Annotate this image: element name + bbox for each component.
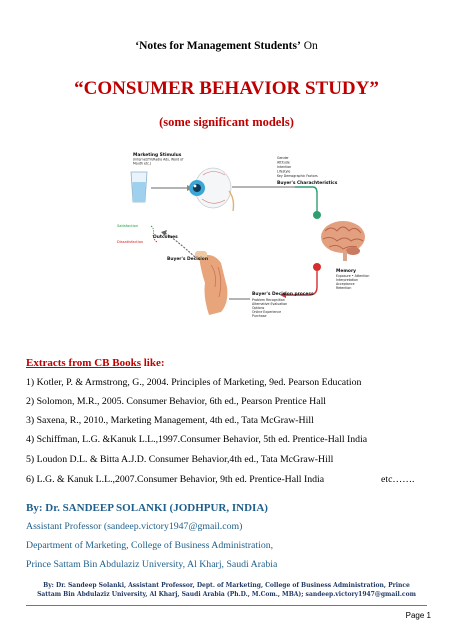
footer-line-1: By: Dr. Sandeep Solanki, Assistant Professor, Dept. of Marketing, College of Business Administration, Prince	[43, 582, 410, 589]
label-decision-process: Buyer's Decision process	[252, 292, 314, 297]
red-node	[313, 263, 321, 271]
svg-text:Exposure • Attention: Exposure • Attention	[336, 274, 370, 278]
label-marketing-stimulus: Marketing Stimulus	[133, 153, 182, 158]
svg-text:Gender: Gender	[277, 156, 289, 160]
author-line: Prince Sattam Bin Abdulaziz University, Al Kharj, Saudi Arabia	[26, 559, 278, 570]
consumer-behavior-diagram	[117, 147, 375, 332]
page-subtitle: (some significant models)	[159, 115, 294, 129]
svg-text:Attitude: Attitude	[277, 160, 290, 165]
label-buyer-characteristics: Buyer's Charachteristics	[277, 181, 338, 186]
author-heading: By: Dr. SANDEEP SOLANKI (JODHPUR, INDIA)	[26, 502, 268, 514]
label-dissatisfaction: Dissatisfaction	[117, 240, 144, 244]
label-outcomes: Outcomes	[153, 235, 178, 240]
author-line: Department of Marketing, College of Business Administration,	[26, 540, 274, 551]
svg-text:Options: Options	[252, 306, 265, 310]
notes-line	[0, 40, 453, 52]
book-item: 5) Loudon D.L. & Bitta A.J.D. Consumer Behavior,4th ed., Tata McGraw-Hill	[26, 454, 334, 465]
svg-text:Purchase: Purchase	[252, 314, 267, 318]
extracts-heading: Extracts from CB Books like:	[26, 357, 165, 369]
svg-text:Online Experience: Online Experience	[252, 310, 282, 314]
notes-label: ‘Notes for Management Students’	[135, 40, 301, 52]
svg-text:Acceptance: Acceptance	[336, 282, 355, 286]
book-item: 6) L.G. & Kanuk L.L.,2007.Consumer Behavior, 9th ed. Prentice-Hall India	[26, 474, 325, 485]
svg-text:(Internet/TV/Radio Ads, Word o: (Internet/TV/Radio Ads, Word of	[133, 157, 184, 162]
water-glass-illustration	[131, 172, 147, 202]
book-item: 4) Schiffman, L.G. &Kanuk L.L.,1997.Consumer Behavior, 5th ed. Prentice-Hall India	[26, 434, 368, 445]
svg-text:Problem Recognition: Problem Recognition	[252, 298, 285, 302]
book-item: 3) Saxena, R., 2010., Marketing Management, 4th ed., Tata McGraw-Hill	[26, 415, 314, 426]
label-memory: Memory	[336, 269, 356, 274]
svg-text:Lifestyle: Lifestyle	[277, 169, 291, 174]
footer-line-2: Sattam Bin Abdulaziz University, Al Kharj, Saudi Arabia (Ph.D., M.Com., MBA); sandeep.victory1947@gmail.com	[37, 591, 416, 598]
svg-text:Alternative Evaluation: Alternative Evaluation	[252, 302, 288, 306]
page-number: Page 1	[405, 611, 431, 620]
label-satisfaction: Satisfaction	[117, 224, 139, 228]
svg-text:Mouth etc.): Mouth etc.)	[133, 161, 152, 166]
page-title: “CONSUMER BEHAVIOR STUDY”	[74, 78, 379, 99]
footer-divider	[26, 605, 427, 606]
svg-text:Intention: Intention	[277, 165, 292, 169]
svg-text:Interpretation: Interpretation	[336, 278, 359, 282]
green-node	[313, 211, 321, 219]
page-footer	[10, 581, 443, 599]
book-item: 2) Solomon, M.R., 2005. Consumer Behavior, 6th ed., Pearson Prentice Hall	[26, 396, 327, 407]
label-buyers-decision: Buyer's Decision	[167, 257, 208, 262]
etc-text: etc…….	[381, 474, 415, 485]
author-line: Assistant Professor (sandeep.victory1947@gmail.com)	[26, 521, 243, 532]
svg-text:Retention: Retention	[336, 286, 352, 290]
svg-text:Key Demographic Factors: Key Demographic Factors	[277, 174, 318, 178]
notes-suffix: On	[300, 40, 318, 52]
book-item: 1) Kotler, P. & Armstrong, G., 2004. Principles of Marketing, 9ed. Pearson Education	[26, 377, 362, 388]
